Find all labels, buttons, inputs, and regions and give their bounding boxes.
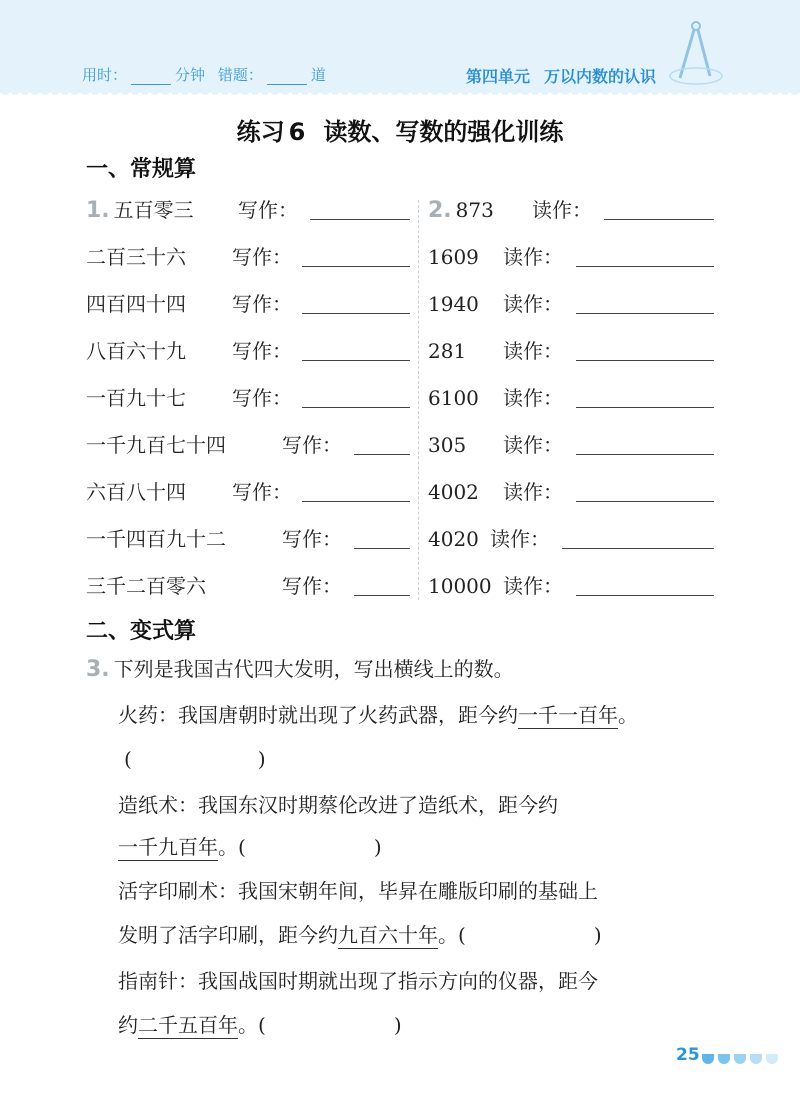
read-keyword: 读作： (532, 198, 592, 222)
read-keyword: 读作： (503, 386, 563, 410)
q3-paragraph-compass-cont (118, 1010, 402, 1040)
answer-line[interactable] (576, 360, 714, 361)
time-label: 用时： (82, 66, 128, 84)
paren-close: ) (257, 747, 266, 771)
q2-item: 1940 (428, 292, 479, 316)
exercise-row (0, 571, 800, 601)
underlined-number: 九百六十年 (338, 923, 438, 947)
q2-item: 10000 (428, 574, 492, 598)
q1-item-text: 五百零三 (113, 198, 194, 222)
q2-item: 281 (428, 339, 467, 363)
answer-parentheses[interactable] (238, 835, 382, 859)
q1-item: 一千九百七十四 (86, 433, 226, 457)
compass-icon (666, 20, 726, 86)
answer-line[interactable] (576, 266, 714, 267)
q3-paragraph-printing (118, 876, 598, 906)
title-prefix: 练习 (236, 118, 285, 146)
paragraph-text: 。 (218, 835, 238, 859)
underlined-number: 一千九百年 (118, 835, 218, 859)
paren-open: ( (124, 747, 132, 771)
q2-item (428, 195, 494, 226)
read-keyword: 读作： (503, 292, 563, 316)
q2-number: 2. (428, 198, 452, 223)
answer-line[interactable] (302, 360, 410, 361)
write-keyword: 写作： (238, 198, 298, 222)
exercise-row (0, 524, 800, 554)
header-wave-border (0, 86, 800, 100)
write-keyword: 写作： (232, 386, 292, 410)
underlined-number: 一千一百年 (518, 703, 618, 727)
write-keyword: 写作： (282, 433, 342, 457)
q3-paragraph-gunpowder (118, 700, 638, 730)
footer-decoration (702, 1049, 782, 1068)
exercise-row (0, 336, 800, 366)
section-heading-regular: 一、常规算 (86, 157, 197, 182)
paren-close: ) (593, 923, 602, 947)
answer-line[interactable] (302, 266, 410, 267)
exercise-row (0, 289, 800, 319)
paragraph-text: 活字印刷术：我国宋朝年间，毕昇在雕版印刷的基础上 (118, 879, 598, 903)
read-keyword: 读作： (503, 574, 563, 598)
write-keyword: 写作： (232, 480, 292, 504)
q3-paragraph-papermaking (118, 790, 558, 820)
exercise-row (0, 383, 800, 413)
read-keyword: 读作： (503, 339, 563, 363)
answer-line[interactable] (354, 595, 410, 596)
exercise-row (0, 477, 800, 507)
paragraph-text: 发明了活字印刷，距今约 (118, 923, 338, 947)
write-keyword: 写作： (232, 245, 292, 269)
q3-number: 3. (86, 657, 110, 682)
q3-intro-text: 下列是我国古代四大发明，写出横线上的数。 (113, 657, 514, 681)
read-keyword: 读作： (503, 245, 563, 269)
q1-item: 一千四百九十二 (86, 527, 226, 551)
q2-item: 4020 (428, 527, 479, 551)
q3-paragraph-papermaking-cont (118, 832, 382, 862)
section-heading-variant: 二、变式算 (86, 619, 197, 644)
q3-intro (86, 654, 514, 685)
read-keyword: 读作： (503, 433, 563, 457)
exercise-row (0, 195, 800, 225)
errors-blank[interactable] (267, 70, 307, 85)
time-blank[interactable] (131, 70, 171, 85)
write-keyword: 写作： (232, 339, 292, 363)
paren-open: ( (458, 923, 466, 947)
q1-item: 三千二百零六 (86, 574, 206, 598)
write-keyword: 写作： (232, 292, 292, 316)
answer-line[interactable] (576, 454, 714, 455)
paragraph-text: 指南针：我国战国时期就出现了指示方向的仪器，距今 (118, 969, 598, 993)
unit-heading (466, 64, 656, 87)
unit-name: 第四单元 (465, 67, 530, 86)
q3-paragraph-printing-cont (118, 920, 602, 950)
paragraph-text: 。 (238, 1013, 258, 1037)
paren-close: ) (373, 835, 382, 859)
q1-item (86, 195, 194, 226)
answer-line[interactable] (576, 501, 714, 502)
write-keyword: 写作： (282, 527, 342, 551)
exercise-row (0, 242, 800, 272)
answer-line[interactable] (302, 313, 410, 314)
q1-item: 二百三十六 (86, 245, 186, 269)
time-errors-record (82, 64, 326, 85)
q2-item: 4002 (428, 480, 479, 504)
q2-item-text: 873 (455, 198, 494, 222)
paragraph-text: 造纸术：我国东汉时期蔡伦改进了造纸术，距今约 (118, 793, 558, 817)
answer-parentheses[interactable] (124, 744, 266, 774)
q2-item: 6100 (428, 386, 479, 410)
read-keyword: 读作： (503, 480, 563, 504)
errors-unit: 道 (310, 66, 326, 84)
paragraph-text: 火药：我国唐朝时就出现了火药武器，距今约 (118, 703, 518, 727)
q2-item: 1609 (428, 245, 479, 269)
q3-paragraph-compass (118, 966, 598, 996)
q1-item: 六百八十四 (86, 480, 186, 504)
answer-line[interactable] (310, 219, 410, 220)
title-number: 6 (288, 118, 306, 146)
paren-open: ( (258, 1013, 266, 1037)
answer-line[interactable] (354, 548, 410, 549)
q1-number: 1. (86, 198, 110, 223)
answer-line[interactable] (604, 219, 714, 220)
answer-parentheses[interactable] (258, 1013, 402, 1037)
answer-line[interactable] (354, 454, 410, 455)
answer-line[interactable] (562, 548, 714, 549)
write-keyword: 写作： (282, 574, 342, 598)
read-keyword: 读作： (490, 527, 550, 551)
exercise-row (0, 430, 800, 460)
q1-item: 一百九十七 (86, 386, 186, 410)
q1-item: 八百六十九 (86, 339, 186, 363)
page-title (0, 112, 800, 147)
title-text: 读数、写数的强化训练 (323, 118, 564, 146)
page-number: 25 (676, 1045, 700, 1065)
answer-parentheses[interactable] (458, 923, 602, 947)
paragraph-text: 约 (118, 1013, 138, 1037)
paren-open: ( (238, 835, 246, 859)
paragraph-text: 。 (438, 923, 458, 947)
time-unit: 分钟 (175, 66, 206, 84)
answer-line[interactable] (576, 407, 714, 408)
underlined-number: 二千五百年 (138, 1013, 238, 1037)
errors-label: 错题： (217, 66, 263, 84)
q1-item: 四百四十四 (86, 292, 186, 316)
answer-line[interactable] (302, 407, 410, 408)
paren-close: ) (393, 1013, 402, 1037)
paragraph-text: 。 (618, 703, 638, 727)
answer-line[interactable] (302, 501, 410, 502)
answer-line[interactable] (576, 595, 714, 596)
unit-topic: 万以内数的认识 (543, 67, 656, 86)
answer-line[interactable] (576, 313, 714, 314)
q2-item: 305 (428, 433, 467, 457)
